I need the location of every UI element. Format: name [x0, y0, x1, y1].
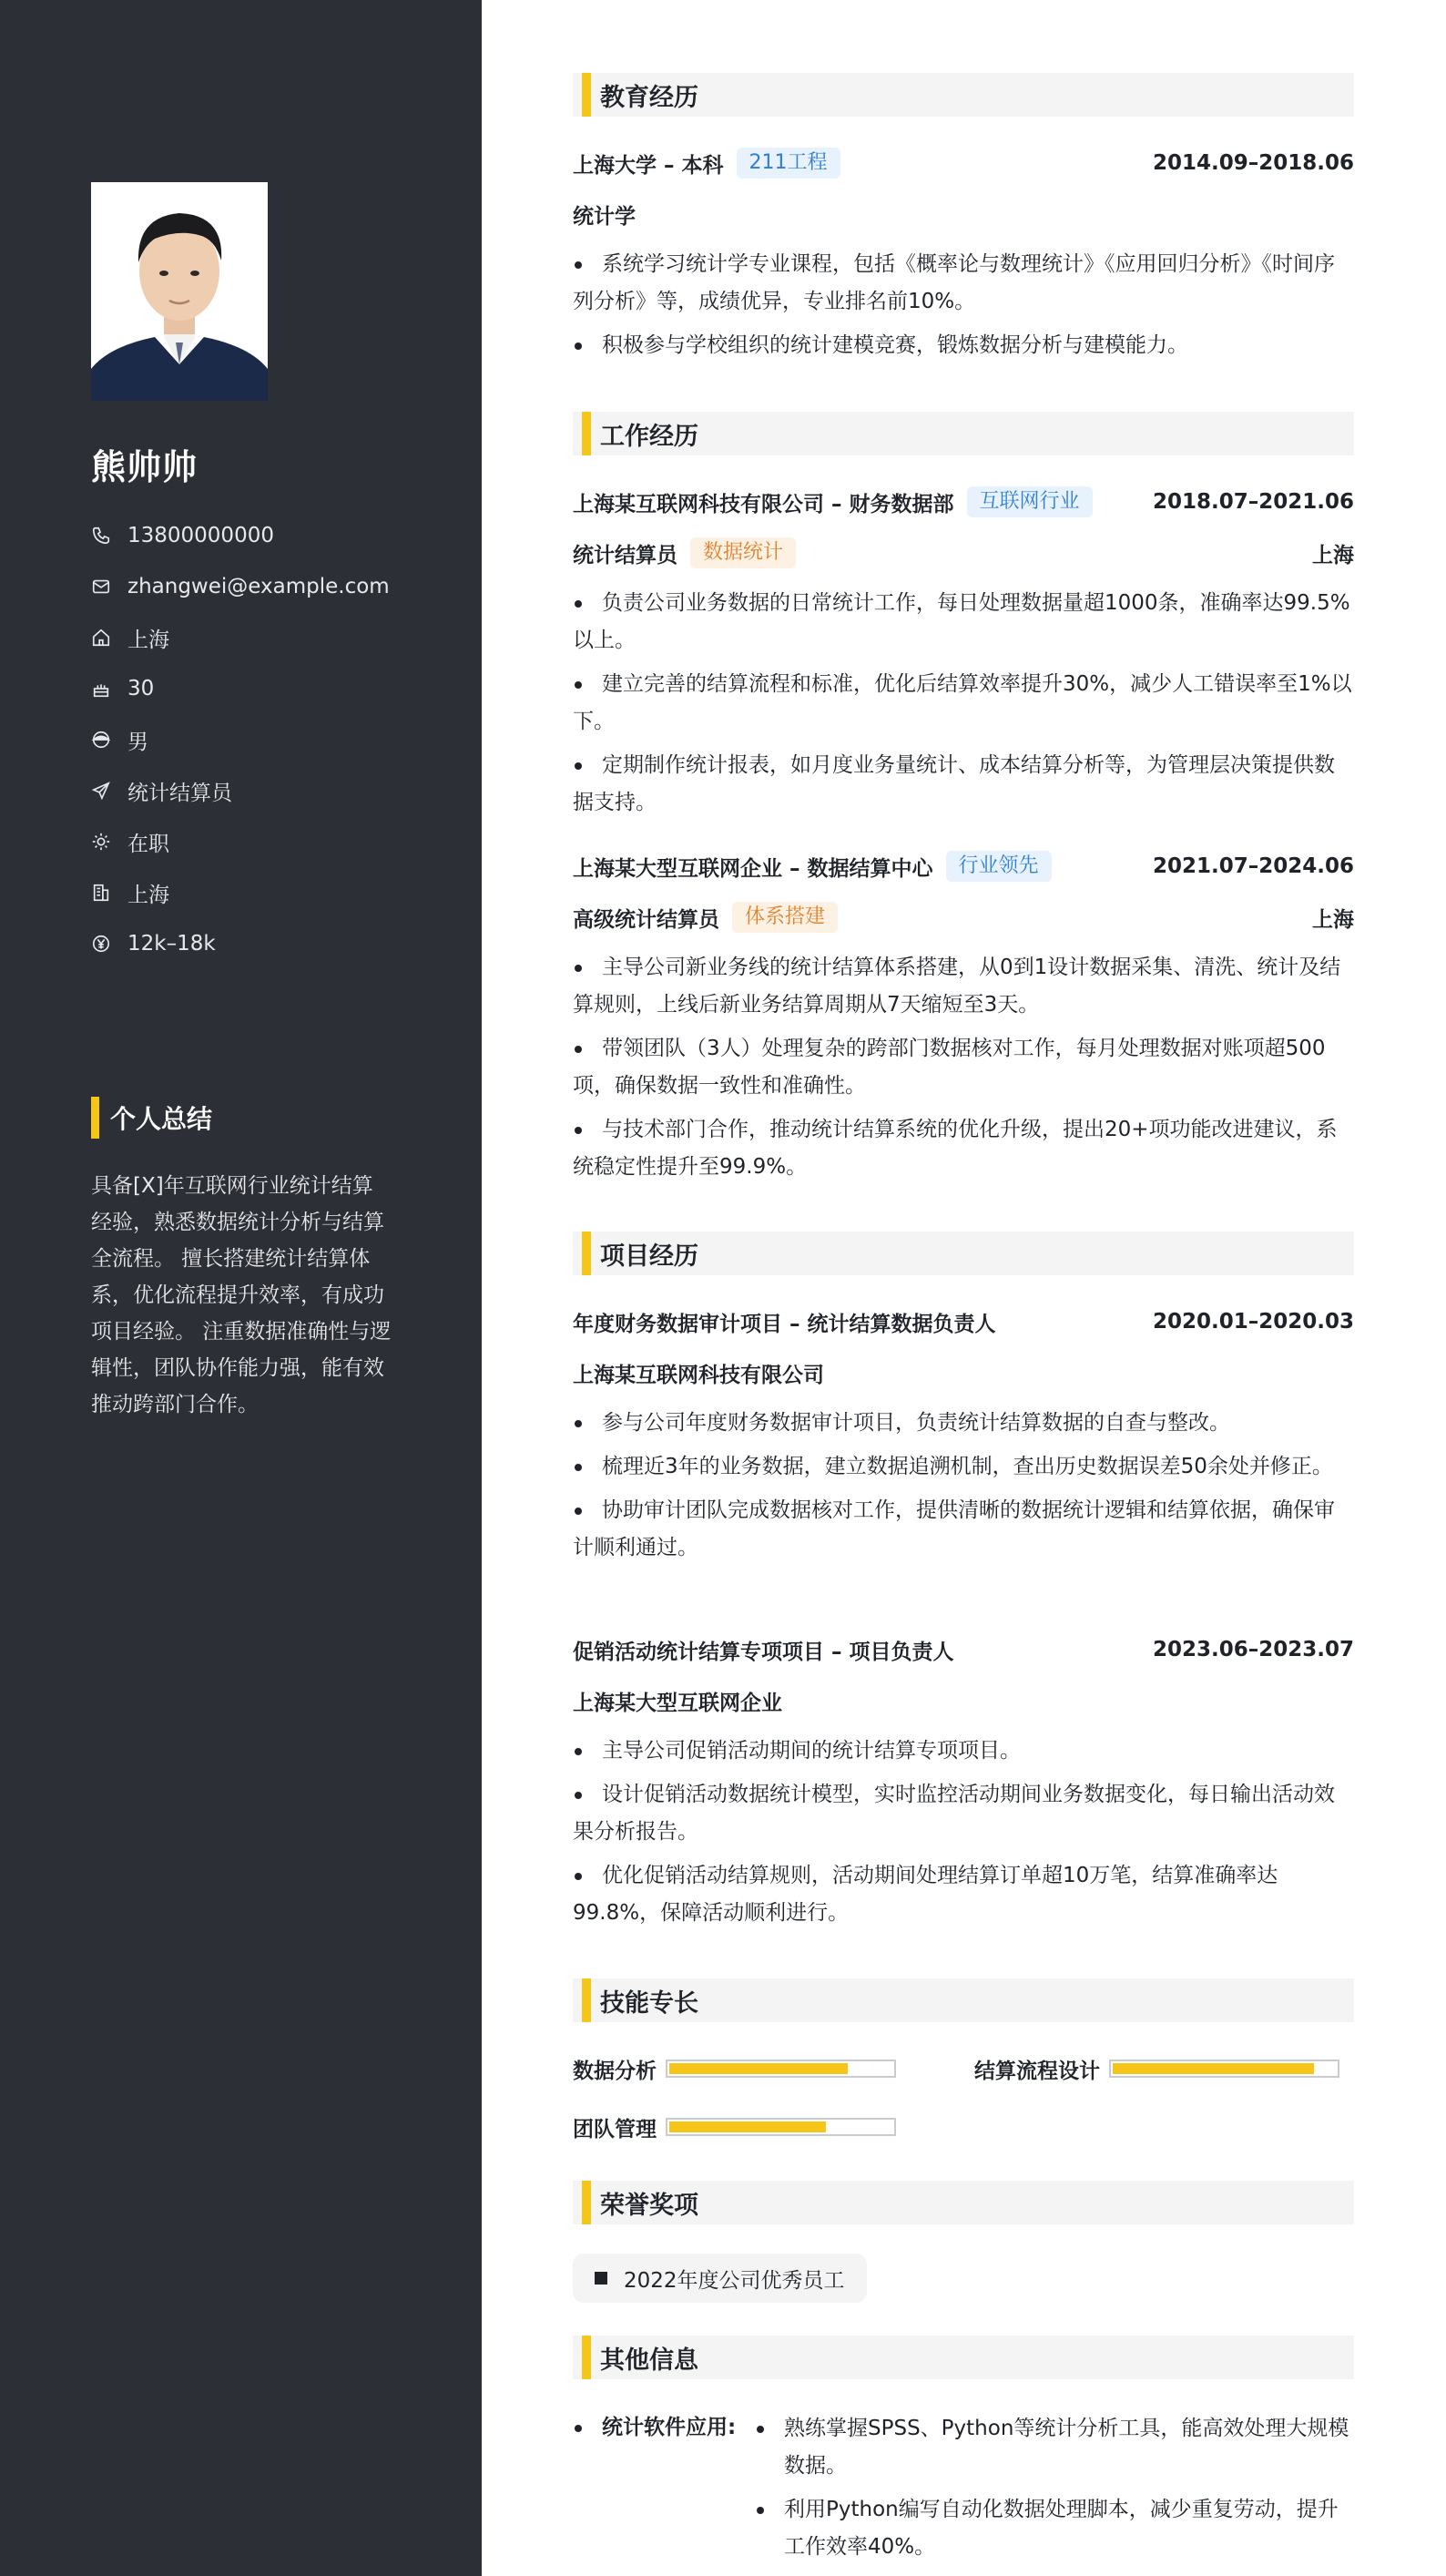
- project-name: 年度财务数据审计项目 – 统计结算数据负责人: [573, 1312, 996, 1336]
- contact-text: 在职: [127, 832, 169, 856]
- list-item: 参与公司年度财务数据审计项目，负责统计结算数据的自查与整改。: [573, 1405, 1354, 1442]
- contact-text: 30: [127, 677, 155, 700]
- section-work: [573, 412, 1354, 455]
- section-title: 技能专长: [600, 1988, 698, 2018]
- section-title: 项目经历: [600, 1242, 698, 1271]
- list-item: 协助审计团队完成数据核对工作，提供清晰的数据统计逻辑和结算依据，确保审计顺利通过。: [573, 1492, 1354, 1567]
- contact-city: [91, 612, 455, 663]
- project-org-row: [573, 1357, 1354, 1388]
- job-row: [573, 486, 1354, 517]
- sidebar: [0, 0, 482, 2576]
- project-org: 上海某互联网科技有限公司: [573, 1363, 824, 1387]
- company-name: 上海某互联网科技有限公司 – 财务数据部: [573, 492, 954, 516]
- list-item: 定期制作统计报表，如月度业务量统计、成本结算分析等，为管理层决策提供数据支持。: [573, 747, 1354, 822]
- gender-icon: [91, 730, 111, 750]
- profile-photo: [91, 182, 268, 401]
- education-date: 2014.09–2018.06: [1152, 151, 1354, 175]
- project-row: [573, 1634, 1354, 1665]
- section-projects: [573, 1232, 1354, 1275]
- list-item: 建立完善的结算流程和标准，优化后结算效率提升30%，减少人工错误率至1%以下。: [573, 666, 1354, 741]
- list-item: 与技术部门合作，推动统计结算系统的优化升级，提出20+项功能改进建议，系统稳定性提升至99.9%。: [573, 1111, 1354, 1186]
- heading-accent: [91, 1097, 99, 1139]
- company-tag: 行业领先: [946, 851, 1052, 882]
- role-name: 高级统计结算员: [573, 907, 719, 932]
- building-icon: [91, 883, 111, 903]
- project-date: 2023.06–2023.07: [1152, 1638, 1354, 1661]
- skill-bar-fill: [1113, 2063, 1314, 2074]
- list-item: 梳理近3年的业务数据，建立数据追溯机制，查出历史数据误差50余处并修正。: [573, 1448, 1354, 1486]
- project-org-row: [573, 1685, 1354, 1716]
- job-row: [573, 851, 1354, 882]
- project-bullets: [573, 1733, 1354, 1938]
- list-item: 负责公司业务数据的日常统计工作，每日处理数据量超1000条，准确率达99.5%以上。: [573, 585, 1354, 659]
- square-bullet-icon: [595, 2272, 607, 2285]
- role-tag: 数据统计: [690, 537, 796, 568]
- education-row: [573, 148, 1354, 179]
- contact-age: [91, 663, 455, 714]
- school-tag: 211工程: [737, 148, 840, 179]
- education-bullets: [573, 246, 1354, 371]
- skill-name: 数据分析: [573, 2059, 657, 2083]
- project-row: [573, 1306, 1354, 1337]
- contact-text: 男: [127, 730, 148, 754]
- skill-bar-fill: [669, 2121, 826, 2132]
- contact-text: zhangwei@example.com: [127, 575, 390, 598]
- contact-position: [91, 765, 455, 816]
- section-title: 荣誉奖项: [600, 2191, 698, 2220]
- contact-email: [91, 561, 455, 612]
- yuan-icon: [91, 934, 111, 954]
- gear-icon: [91, 832, 111, 852]
- skill-name: 结算流程设计: [974, 2059, 1100, 2083]
- contact-list: [91, 510, 455, 969]
- job-location: 上海: [1312, 907, 1354, 932]
- heading-accent: [582, 2181, 591, 2224]
- heading-accent: [582, 1978, 591, 2022]
- major: 统计学: [573, 204, 636, 229]
- company-tag: 互联网行业: [967, 486, 1093, 517]
- cake-icon: [91, 679, 111, 699]
- profile-name: 熊帅帅: [91, 447, 199, 487]
- list-item: 设计促销活动数据统计模型，实时监控活动期间业务数据变化，每日输出活动效果分析报告。: [573, 1776, 1354, 1851]
- contact-text: 13800000000: [127, 524, 274, 547]
- section-skills: [573, 1978, 1354, 2022]
- section-title: 工作经历: [600, 422, 698, 451]
- contact-work-city: [91, 867, 455, 918]
- list-item: 主导公司新业务线的统计结算体系搭建，从0到1设计数据采集、清洗、统计及结算规则，上线后新业务结算周期从7天缩短至3天。: [573, 949, 1354, 1024]
- job-date: 2018.07–2021.06: [1152, 490, 1354, 514]
- school-name: 上海大学 – 本科: [573, 153, 724, 178]
- role-tag: 体系搭建: [732, 902, 838, 933]
- section-other: [573, 2336, 1354, 2379]
- list-item: 主导公司促销活动期间的统计结算专项项目。: [573, 1733, 1354, 1770]
- job-location: 上海: [1312, 543, 1354, 567]
- skill-item: [573, 2053, 896, 2084]
- contact-text: 上海: [127, 883, 169, 907]
- contact-status: [91, 816, 455, 867]
- contact-text: 12k–18k: [127, 932, 216, 956]
- skill-item: [974, 2053, 1339, 2084]
- skill-bar: [666, 2118, 896, 2136]
- avatar: [91, 182, 268, 401]
- summary-text: 具备[X]年互联网行业统计结算经验，熟悉数据统计分析与结算全流程。 擅长搭建统计结算体系，优化流程提升效率，有成功项目经验。 注重数据准确性与逻辑性，团队协作能力强，能有效推动跨部门合作。: [91, 1174, 392, 1416]
- heading-accent: [582, 1232, 591, 1275]
- award-badge: [573, 2254, 867, 2303]
- summary-heading: [91, 1097, 212, 1139]
- summary-title: 个人总结: [110, 1104, 213, 1134]
- role-row: [573, 902, 1354, 933]
- send-icon: [91, 781, 111, 801]
- other-bullets: [755, 2410, 1354, 2572]
- project-bullets: [573, 1405, 1354, 1573]
- list-item: 带领团队（3人）处理复杂的跨部门数据核对工作，每月处理数据对账项超500项，确保数据一致性和准确性。: [573, 1030, 1354, 1105]
- section-honors: [573, 2181, 1354, 2224]
- list-item: 积极参与学校组织的统计建模竞赛，锻炼数据分析与建模能力。: [573, 327, 1354, 364]
- skill-item: [573, 2111, 896, 2142]
- list-item: 熟练掌握SPSS、Python等统计分析工具，能高效处理大规模数据。: [755, 2410, 1354, 2485]
- other-label: 统计软件应用:: [573, 2410, 736, 2440]
- skill-name: 团队管理: [573, 2117, 657, 2142]
- job-date: 2021.07–2024.06: [1152, 854, 1354, 878]
- project-org: 上海某大型互联网企业: [573, 1691, 782, 1715]
- company-name: 上海某大型互联网企业 – 数据结算中心: [573, 856, 933, 881]
- project-name: 促销活动统计结算专项项目 – 项目负责人: [573, 1640, 954, 1664]
- contact-gender: [91, 714, 455, 765]
- contact-salary: [91, 918, 455, 969]
- home-icon: [91, 628, 111, 648]
- skill-bar: [666, 2060, 896, 2078]
- job-bullets: [573, 949, 1354, 1192]
- role-row: [573, 537, 1354, 568]
- heading-accent: [582, 73, 591, 117]
- heading-accent: [582, 2336, 591, 2379]
- contact-text: 统计结算员: [127, 781, 232, 805]
- section-title: 教育经历: [600, 83, 698, 112]
- project-date: 2020.01–2020.03: [1152, 1310, 1354, 1334]
- list-item: 利用Python编写自动化数据处理脚本，减少重复劳动，提升工作效率40%。: [755, 2491, 1354, 2566]
- skill-bar: [1109, 2060, 1339, 2078]
- contact-phone: [91, 510, 455, 561]
- contact-text: 上海: [127, 628, 169, 652]
- heading-accent: [582, 412, 591, 455]
- mail-icon: [91, 577, 111, 597]
- skill-bar-fill: [669, 2063, 848, 2074]
- section-education: [573, 73, 1354, 117]
- section-title: 其他信息: [600, 2346, 698, 2375]
- role-name: 统计结算员: [573, 543, 677, 567]
- list-item: 优化促销活动结算规则，活动期间处理结算订单超10万笔，结算准确率达99.8%，保障活动顺利进行。: [573, 1857, 1354, 1932]
- phone-icon: [91, 526, 111, 546]
- job-bullets: [573, 585, 1354, 828]
- list-item: 系统学习统计学专业课程，包括《概率论与数理统计》《应用回归分析》《时间序列分析》等，成绩优异，专业排名前10%。: [573, 246, 1354, 321]
- award-text: 2022年度公司优秀员工: [624, 2268, 845, 2293]
- major-row: [573, 199, 1354, 230]
